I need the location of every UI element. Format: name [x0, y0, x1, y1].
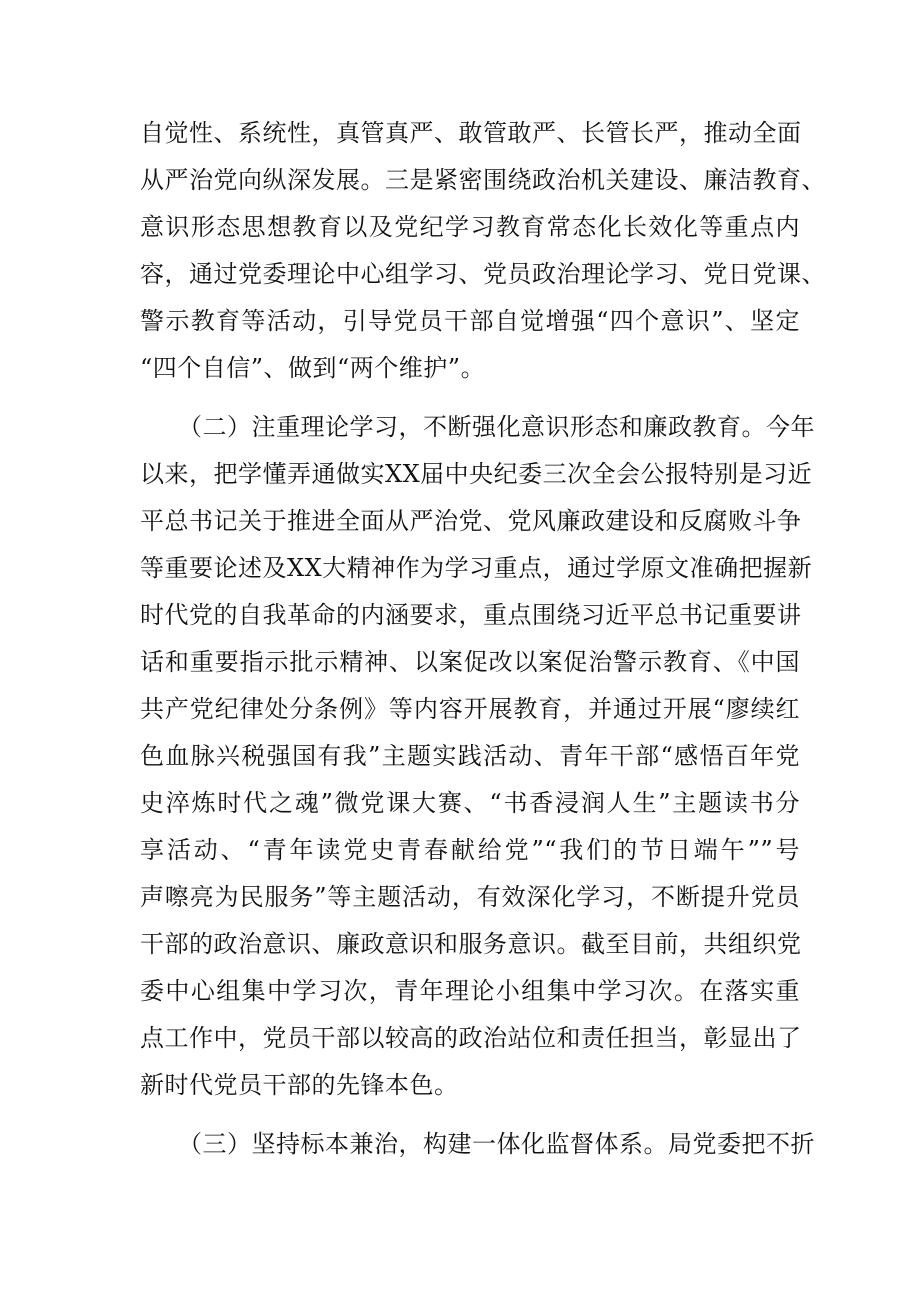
text-line: 警示教育等活动，引导党员干部自觉增强“四个意识”、坚定 — [140, 307, 800, 335]
text-line: 干部的政治意识、廉政意识和服务意识。截至目前，共组织党 — [140, 930, 802, 958]
text-line-content: （三）坚持标本兼治，构建一体化监督体系。局党委把不折 — [178, 1130, 815, 1158]
text-line: 自觉性、系统性，真管真严、敢管敢严、长管长严，推动全面 — [140, 119, 802, 147]
text-line-first — [140, 1121, 815, 1168]
paragraph-gap — [140, 392, 800, 404]
document-body — [140, 110, 826, 1168]
text-line: “四个自信”、做到“两个维护”。 — [140, 354, 486, 382]
text-line: 平总书记关于推进全面从严治党、党风廉政建设和反腐败斗争 — [140, 507, 802, 535]
text-line: 享活动、“青年读党史青春献给党”“我们的节日端午””号 — [140, 836, 800, 864]
paragraph-2 — [140, 404, 815, 1109]
paragraph-3 — [140, 1121, 815, 1168]
text-line: 新时代党员干部的先锋本色。 — [140, 1071, 459, 1099]
text-line: 时代党的自我革命的内涵要求，重点围绕习近平总书记重要讲 — [140, 601, 802, 629]
paragraph-gap — [140, 1109, 800, 1121]
text-line-first — [140, 404, 815, 451]
text-line-content: （二）注重理论学习，不断强化意识形态和廉政教育。今年 — [178, 413, 815, 441]
text-line: 共产党纪律处分条例》等内容开展教育，并通过开展“廖续红 — [140, 695, 800, 723]
text-line: 以来，把学懂弄通做实XX届中央纪委三次全会公报特别是习近 — [140, 460, 813, 488]
text-line: 从严治党向纵深发展。三是紧密围绕政治机关建设、廉洁教育、 — [140, 166, 826, 194]
text-line: 话和重要指示批示精神、以案促改以案促治警示教育、《中国 — [140, 648, 800, 676]
paragraph-1 — [140, 110, 826, 392]
text-line: 声嚓亮为民服务”等主题活动，有效深化学习，不断提升党员 — [140, 883, 800, 911]
text-line: 点工作中，党员干部以较高的政治站位和责任担当，彰显出了 — [140, 1024, 802, 1052]
text-line: 意识形态思想教育以及党纪学习教育常态化长效化等重点内 — [140, 213, 800, 241]
text-line: 等重要论述及XX大精神作为学习重点，通过学原文准确把握新 — [140, 554, 813, 582]
text-line: 色血脉兴税强国有我”主题实践活动、青年干部“感悟百年党 — [140, 742, 800, 770]
text-line: 委中心组集中学习次，青年理论小组集中学习次。在落实重 — [140, 977, 800, 1005]
text-line: 容，通过党委理论中心组学习、党员政治理论学习、党日党课、 — [140, 260, 826, 288]
text-line: 史淬炼时代之魂”微党课大赛、“书香浸润人生”主题读书分 — [140, 789, 800, 817]
